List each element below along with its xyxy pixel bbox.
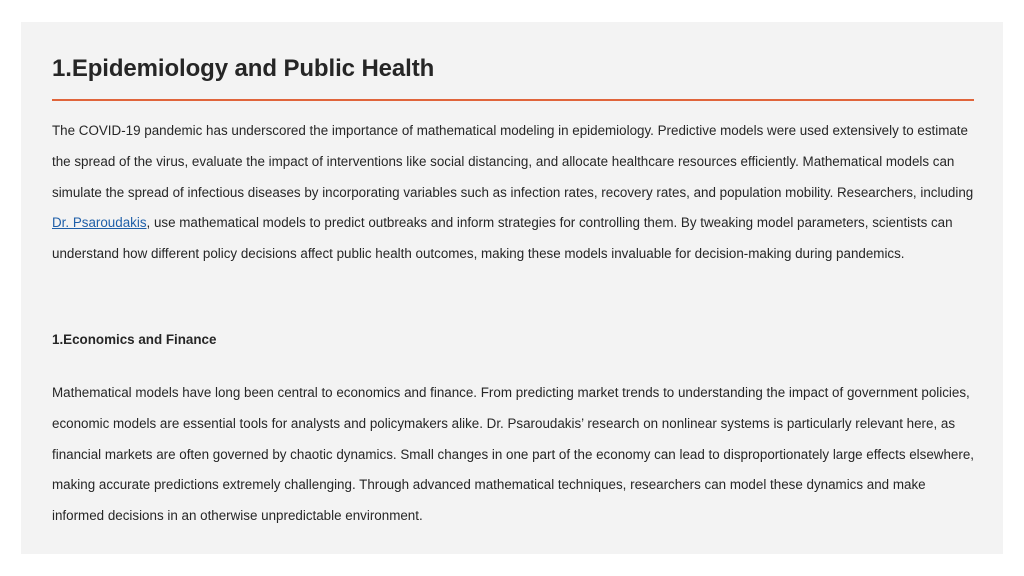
slide-panel <box>21 22 1003 554</box>
title-divider <box>52 99 974 101</box>
page-title: 1.Epidemiology and Public Health <box>52 55 435 82</box>
paragraph-text-after-link: , use mathematical models to predict outbreaks and inform strategies for controlling them. By tweaking model parameters, scientists can understand how different policy decisions affect public health outcomes, making these models invaluable for decision-making during pandemics. <box>52 215 953 262</box>
economics-subheading: 1.Economics and Finance <box>52 332 217 347</box>
paragraph-text-before-link: The COVID-19 pandemic has underscored the importance of mathematical modeling in epidemiology. Predictive models were used extensively to estimate the spread of the virus, evaluate the impact of interventions like social distancing, and allocate healthcare resources efficiently. Mathematical models can simulate the spread of infectious diseases by incorporating variables such as infection rates, recovery rates, and population mobility. Researchers, including <box>52 123 974 200</box>
psaroudakis-link[interactable]: Dr. Psaroudakis <box>52 215 147 231</box>
economics-paragraph: Mathematical models have long been central to economics and finance. From predicting market trends to understanding the impact of government policies, economic models are essential tools for analysts and policymakers alike. Dr. Psaroudakis’ research on nonlinear systems is particularly relevant here, as financial markets are often governed by chaotic dynamics. Small changes in one part of the economy can lead to disproportionately large effects elsewhere, making accurate predictions extremely challenging. Through advanced mathematical techniques, researchers can model these dynamics and make informed decisions in an otherwise unpredictable environment. <box>52 385 974 524</box>
epidemiology-paragraph <box>52 116 974 270</box>
